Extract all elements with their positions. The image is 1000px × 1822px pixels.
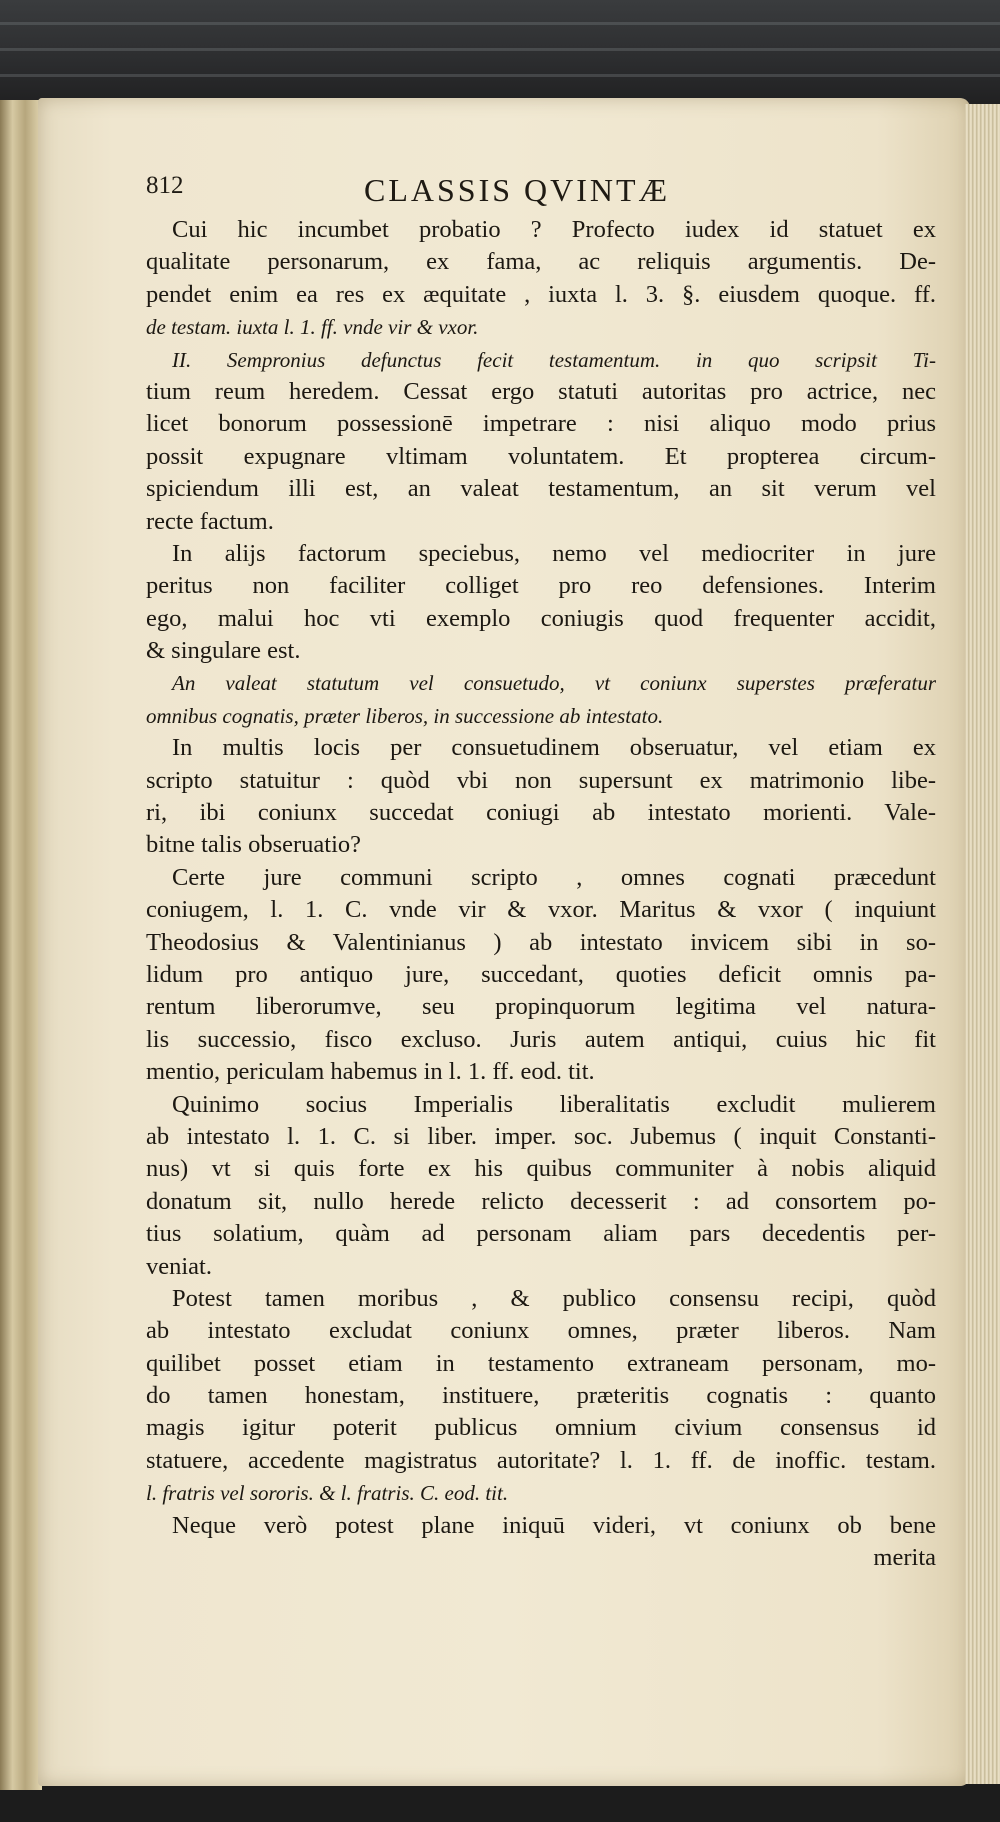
body-text bbox=[146, 214, 936, 1574]
text-line: ab intestato excludat coniunx omnes, præter liberos. Nam bbox=[146, 1317, 936, 1345]
text-line: ego, malui hoc vti exemplo coniugis quod frequenter accidit, bbox=[146, 604, 936, 632]
text-line: de testam. iuxta l. 1. ff. vnde vir & vxor. bbox=[146, 315, 479, 340]
text-line: tius solatium, quàm ad personam aliam pars decedentis per- bbox=[146, 1220, 936, 1248]
text-line: magis igitur poterit publicus omnium civium consensus id bbox=[146, 1414, 936, 1442]
text-line: statuere, accedente magistratus autoritate? l. 1. ff. de inoffic. testam. bbox=[146, 1446, 936, 1474]
text-line: Certe jure communi scripto , omnes cognati præcedunt bbox=[172, 863, 936, 891]
text-line: possit expugnare vltimam voluntatem. Et propterea circum- bbox=[146, 442, 936, 470]
text-line: coniugem, l. 1. C. vnde vir & vxor. Maritus & vxor ( inquiunt bbox=[146, 896, 936, 924]
page-edges bbox=[965, 104, 1000, 1784]
text-line: do tamen honestam, instituere, præteritis cognatis : quanto bbox=[146, 1382, 936, 1410]
text-line: veniat. bbox=[146, 1252, 212, 1280]
text-line: In alijs factorum speciebus, nemo vel mediocriter in jure bbox=[172, 539, 936, 567]
text-line: In multis locis per consuetudinem obseruatur, vel etiam ex bbox=[172, 734, 936, 762]
text-line: Quinimo socius Imperialis liberalitatis excludit mulierem bbox=[172, 1090, 936, 1118]
text-line: mentio, periculam habemus in l. 1. ff. eod. tit. bbox=[146, 1058, 595, 1086]
text-line: tium reum heredem. Cessat ergo statuti autoritas pro actrice, nec bbox=[146, 377, 936, 405]
text-line: Potest tamen moribus , & publico consensu recipi, quòd bbox=[172, 1284, 936, 1312]
text-line: II. Sempronius defunctus fecit testamentum. in quo scripsit Ti- bbox=[172, 347, 936, 372]
text-line: donatum sit, nullo herede relicto decesserit : ad consortem po- bbox=[146, 1187, 936, 1215]
text-line: scripto statuitur : quòd vbi non supersunt ex matrimonio libe- bbox=[146, 766, 936, 794]
decor-stripe bbox=[0, 48, 1000, 51]
running-title: CLASSIS QVINTÆ bbox=[364, 172, 671, 208]
text-line: recte factum. bbox=[146, 507, 274, 535]
background-book-stack bbox=[0, 0, 1000, 110]
text-line: rentum liberorumve, seu propinquorum legitima vel natura- bbox=[146, 993, 936, 1021]
book-gutter bbox=[0, 100, 42, 1790]
text-line: ab intestato l. 1. C. si liber. imper. soc. Jubemus ( inquit Constanti- bbox=[146, 1122, 936, 1150]
text-line: qualitate personarum, ex fama, ac reliquis argumentis. De- bbox=[146, 248, 936, 276]
text-line: lidum pro antiquo jure, succedant, quoties deficit omnis pa- bbox=[146, 960, 936, 988]
text-line: licet bonorum possessionē impetrare : nisi aliquo modo prius bbox=[146, 410, 936, 438]
text-line: l. fratris vel sororis. & l. fratris. C. eod. tit. bbox=[146, 1481, 509, 1506]
text-line: peritus non faciliter colliget pro reo defensiones. Interim bbox=[146, 572, 936, 600]
text-line: nus) vt si quis forte ex his quibus communiter à nobis aliquid bbox=[146, 1155, 936, 1183]
text-line: pendet enim ea res ex æquitate , iuxta l. 3. §. eiusdem quoque. ff. bbox=[146, 280, 936, 308]
text-line: lis successio, fisco excluso. Juris autem antiqui, cuius hic fit bbox=[146, 1025, 936, 1053]
section-heading: omnibus cognatis, præter liberos, in successione ab intestato. bbox=[146, 703, 664, 728]
text-line: bitne talis obseruatio? bbox=[146, 831, 361, 859]
text-line: & singulare est. bbox=[146, 637, 301, 665]
section-heading: An valeat statutum vel consuetudo, vt coniunx superstes præferatur bbox=[172, 671, 936, 696]
text-line: ri, ibi coniunx succedat coniugi ab intestato morienti. Vale- bbox=[146, 799, 936, 827]
decor-stripe bbox=[0, 74, 1000, 77]
text-line: Cui hic incumbet probatio ? Profecto iudex id statuet ex bbox=[172, 216, 936, 243]
decor-stripe bbox=[0, 22, 1000, 25]
text-line: spiciendum illi est, an valeat testamentum, an sit verum vel bbox=[146, 475, 936, 503]
page-number: 812 bbox=[146, 172, 184, 199]
catchword: merita bbox=[873, 1544, 936, 1572]
text-line: Neque verò potest plane iniquū videri, vt coniunx ob bene bbox=[172, 1511, 936, 1539]
text-line: quilibet posset etiam in testamento extraneam personam, mo- bbox=[146, 1349, 936, 1377]
page-header bbox=[146, 172, 926, 212]
text-line: Theodosius & Valentinianus ) ab intestato invicem sibi in so- bbox=[146, 928, 936, 956]
